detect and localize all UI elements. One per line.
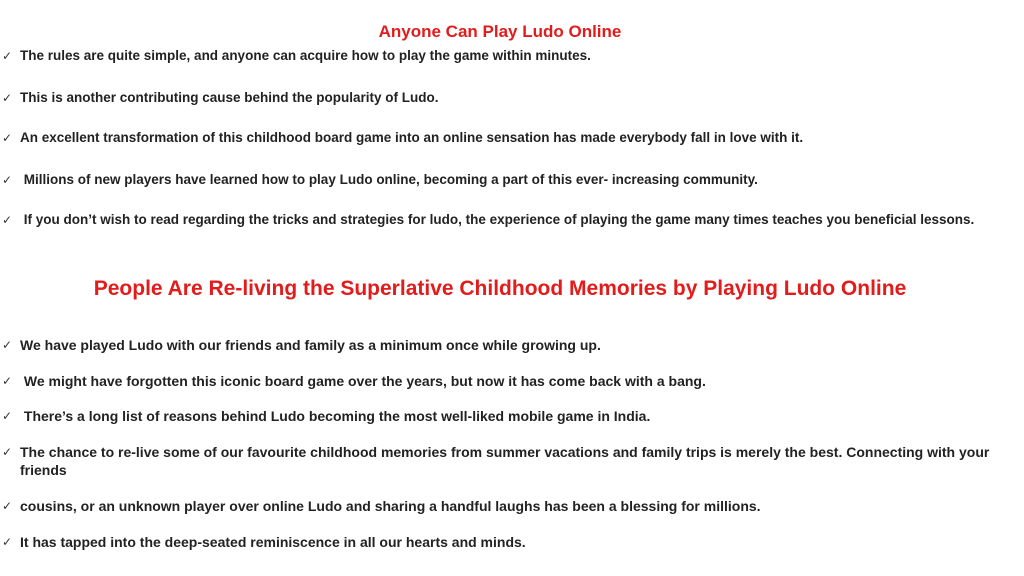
- list-item: ✓ An excellent transformation of this childhood board game into an online sensation has made everybody fall in love with it.: [2, 130, 804, 145]
- list-item: ✓ The rules are quite simple, and anyone can acquire how to play the game within minutes.: [2, 48, 591, 63]
- section-title: Anyone Can Play Ludo Online: [378, 22, 622, 41]
- list-item: ✓ It has tapped into the deep-seated reminiscence in all our hearts and minds.: [2, 534, 526, 550]
- checkmark-icon: ✓: [2, 374, 13, 388]
- list-item: ✓ This is another contributing cause behind the popularity of Ludo.: [2, 90, 439, 105]
- section-title: People Are Re-living the Superlative Childhood Memories by Playing Ludo Online: [93, 277, 907, 300]
- checkmark-icon: ✓: [2, 173, 13, 187]
- list-item: ✓ We might have forgotten this iconic board game over the years, but now it has come back with a bang.: [2, 373, 706, 389]
- list-item: ✓ The chance to re-live some of our favourite childhood memories from summer vacations and family trips is merely the best. Connecting with your friends: [2, 444, 990, 478]
- checkmark-icon: ✓: [2, 213, 13, 227]
- list-item: ✓ We have played Ludo with our friends and family as a minimum once while growing up.: [2, 337, 601, 353]
- checkmark-icon: ✓: [2, 409, 13, 423]
- checkmark-icon: ✓: [2, 49, 13, 63]
- checkmark-icon: ✓: [2, 499, 13, 513]
- checkmark-icon: ✓: [2, 445, 13, 459]
- checkmark-icon: ✓: [2, 535, 13, 549]
- list-item: ✓ cousins, or an unknown player over online Ludo and sharing a handful laughs has been a blessing for millions.: [2, 498, 761, 514]
- checkmark-icon: ✓: [2, 131, 13, 145]
- checkmark-icon: ✓: [2, 338, 13, 352]
- list-item: ✓ Millions of new players have learned how to play Ludo online, becoming a part of this ever- increasing community.: [2, 172, 758, 187]
- checkmark-icon: ✓: [2, 91, 13, 105]
- list-item: ✓ If you don’t wish to read regarding the tricks and strategies for ludo, the experience of playing the game many times teaches you beneficial lessons.: [2, 212, 975, 227]
- list-item: ✓ There’s a long list of reasons behind Ludo becoming the most well-liked mobile game in India.: [2, 408, 651, 424]
